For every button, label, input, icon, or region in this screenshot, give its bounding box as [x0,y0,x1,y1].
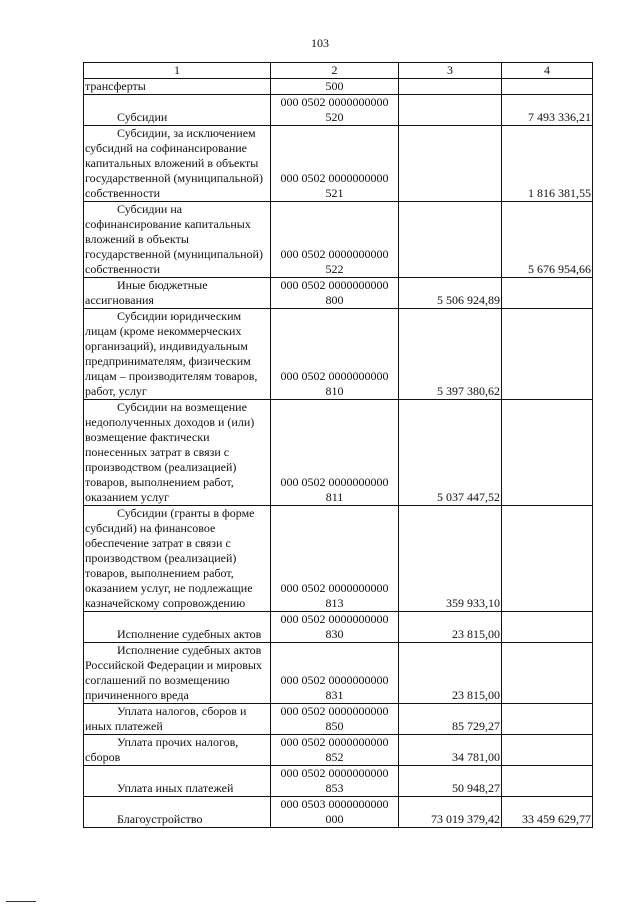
row-col3: 50 948,27 [399,766,502,797]
row-name-text: Субсидии на возмещение недополученных доходов и (или) возмещение фактически понесенных затрат в связи с производством (реализацией) товаров, выполнением работ, оказанием услуг [85,400,255,504]
row-col4: 5 676 954,66 [502,202,593,278]
row-code [271,278,399,309]
table-row [84,735,593,766]
row-col4 [502,612,593,643]
row-name-text: трансферты [85,79,146,93]
row-col4 [502,309,593,400]
row-code-line: 000 0502 0000000000 [280,581,389,595]
row-code [271,400,399,506]
table-row [84,126,593,202]
row-col3 [399,95,502,126]
row-code-line: 000 0502 0000000000 [280,369,389,383]
budget-table [83,62,593,828]
row-code-line: 852 [325,750,344,764]
row-col4 [502,79,593,95]
table-row [84,202,593,278]
row-code-line: 522 [325,262,344,276]
row-name [84,400,271,506]
row-name-text: Субсидии, за исключением субсидий на софинансирование капитальных вложений в объекты государственной (муниципальной) собственности [85,126,263,200]
row-name-text: Субсидии на софинансирование капитальных вложений в объекты государственной (муниципальной) собственности [85,202,263,276]
row-col4 [502,735,593,766]
row-name [84,79,271,95]
row-name-text: Уплата прочих налогов, сборов [85,735,239,764]
row-name-text: Уплата иных платежей [117,781,234,795]
row-code-line: 000 0502 0000000000 [280,475,389,489]
row-col3 [399,202,502,278]
row-name-text: Иные бюджетные ассигнования [85,278,208,307]
row-code [271,309,399,400]
row-col3: 5 397 380,62 [399,309,502,400]
table-row [84,95,593,126]
row-col3: 5 506 924,89 [399,278,502,309]
row-code-line: 000 0502 0000000000 [280,766,389,780]
row-code-line: 000 0502 0000000000 [280,735,389,749]
table-row [84,400,593,506]
row-col4 [502,506,593,612]
row-code [271,797,399,828]
row-col3: 85 729,27 [399,704,502,735]
row-code [271,79,399,95]
table-row [84,643,593,704]
page-number: 103 [311,36,329,50]
row-name-text: Исполнение судебных актов Российской Федерации и мировых соглашений по возмещению причиненного вреда [85,643,262,702]
column-header: 4 [502,63,593,79]
row-col4: 33 459 629,77 [502,797,593,828]
row-code-line: 850 [325,719,344,733]
row-code-line: 000 0502 0000000000 [280,673,389,687]
row-code [271,506,399,612]
row-code [271,126,399,202]
row-code-line: 830 [325,627,344,641]
row-name [84,309,271,400]
row-name [84,278,271,309]
table-row [84,506,593,612]
row-col4 [502,400,593,506]
row-name-text: Уплата налогов, сборов и иных платежей [85,704,247,733]
row-code-line: 521 [325,186,344,200]
row-code [271,95,399,126]
row-name [84,797,271,828]
row-code-line: 810 [325,384,344,398]
row-name [84,202,271,278]
row-code-line: 831 [325,688,344,702]
table-row [84,278,593,309]
row-name [84,704,271,735]
row-name [84,506,271,612]
row-code-line: 000 0503 0000000000 [280,797,389,811]
row-col3: 359 933,10 [399,506,502,612]
table-row [84,797,593,828]
row-col4 [502,704,593,735]
row-code-line: 811 [325,490,344,504]
row-col3: 23 815,00 [399,643,502,704]
row-col4 [502,278,593,309]
column-header: 2 [271,63,399,79]
row-name-text: Субсидии юридическим лицам (кроме некоммерческих организаций), индивидуальным предпринимателям, физическим лицам – производителям товаров, работ, услуг [85,309,258,398]
row-name [84,643,271,704]
row-name-text: Исполнение судебных актов [117,627,262,641]
row-name-text: Благоустройство [117,812,203,826]
row-name-text: Субсидии [117,110,168,124]
row-code [271,612,399,643]
row-code-line: 000 0502 0000000000 [280,95,389,109]
row-code-line: 000 0502 0000000000 [280,247,389,261]
row-code-line: 000 0502 0000000000 [280,704,389,718]
row-code-line: 500 [325,79,344,93]
row-col4 [502,643,593,704]
row-name [84,126,271,202]
row-col4: 1 816 381,55 [502,126,593,202]
row-name [84,766,271,797]
row-col3 [399,126,502,202]
row-code [271,735,399,766]
row-code-line: 000 0502 0000000000 [280,278,389,292]
table-header-row [84,63,593,79]
column-header: 3 [399,63,502,79]
row-code-line: 813 [325,596,344,610]
column-header: 1 [84,63,271,79]
row-col3: 5 037 447,52 [399,400,502,506]
row-col4 [502,766,593,797]
row-name [84,612,271,643]
table-row [84,612,593,643]
table-row [84,704,593,735]
row-code-line: 853 [325,781,344,795]
row-col3: 23 815,00 [399,612,502,643]
row-code-line: 520 [325,110,344,124]
row-code-line: 800 [325,293,344,307]
row-code-line: 000 0502 0000000000 [280,612,389,626]
row-code-line: 000 0502 0000000000 [280,171,389,185]
row-code-line: 000 [325,812,344,826]
table-row [84,766,593,797]
row-col3: 34 781,00 [399,735,502,766]
row-name [84,95,271,126]
row-code [271,704,399,735]
footer-divider [6,901,36,902]
row-col3: 73 019 379,42 [399,797,502,828]
row-code [271,643,399,704]
row-name [84,735,271,766]
row-code [271,766,399,797]
row-col3 [399,79,502,95]
table-row [84,309,593,400]
row-name-text: Субсидии (гранты в форме субсидий) на финансовое обеспечение затрат в связи с производством (реализацией) товаров, выполнением работ, оказанием услуг, не подлежащие казначейскому сопровождению [85,506,255,610]
table-row [84,79,593,95]
row-col4: 7 493 336,21 [502,95,593,126]
row-code [271,202,399,278]
